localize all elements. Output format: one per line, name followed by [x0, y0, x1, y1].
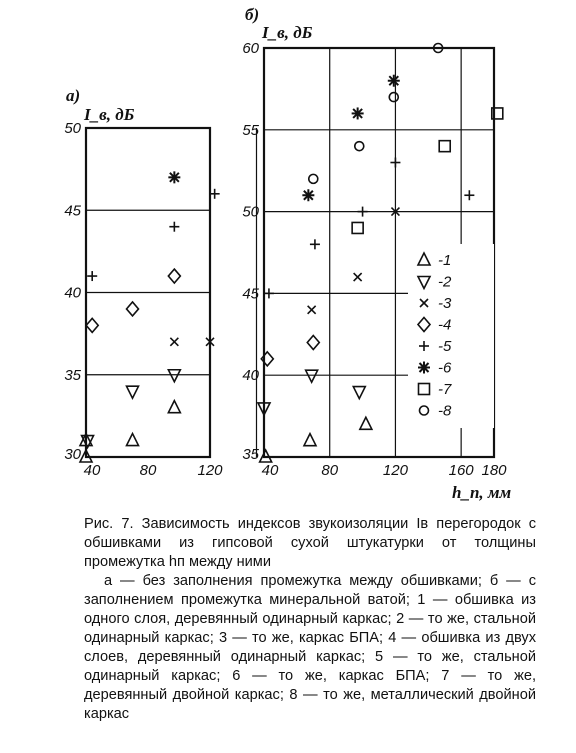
y-tick: 50	[64, 120, 81, 137]
caption-title: Рис. 7. Зависимость индексов звукоизоляции Iв перегородок с обшивками из гипсовой сухой штукатурки от толщины промежутка hп между ними	[84, 516, 536, 570]
marker-series-8	[355, 142, 364, 151]
panel-b-label: б)	[245, 5, 260, 24]
marker-series-4	[86, 318, 98, 332]
panel-b	[242, 5, 511, 502]
x-tick: 120	[382, 462, 408, 479]
marker-series-2	[127, 386, 139, 398]
marker-series-6	[388, 75, 400, 87]
x-tick: 120	[197, 462, 223, 479]
legend-background	[408, 244, 494, 428]
y-tick: 35	[64, 366, 81, 384]
panel-a-label: а)	[66, 86, 81, 105]
marker-series-4	[127, 302, 139, 316]
marker-series-4	[307, 335, 319, 349]
panel-b-ylabel: I_в, дБ	[262, 23, 313, 42]
legend-label: -2	[438, 273, 452, 291]
y-tick: 55	[242, 121, 259, 139]
marker-series-7	[439, 141, 450, 152]
caption-legend-text: а — без заполнения промежутка между обшивками; б — с заполнением промежутка минеральной ватой; 1 — обшивка из одного слоя, деревянный одинарный каркас; 2 — то же, стальной одинарный каркас; 3 — то же, каркас БПА; 4 — обшивка из двух слоев, деревянный одинарный каркас; 5 — то же, стальной одинарный каркас; 6 — то же, каркас БПА; 7 — то же, деревянный двойной каркас; 8 — то же, металлический двойной каркас	[84, 573, 536, 722]
x-tick: 80	[139, 462, 157, 479]
marker-series-6	[352, 107, 364, 119]
marker-series-5	[169, 222, 179, 232]
panel-b-x-ticks	[262, 462, 508, 479]
legend-label: -3	[438, 295, 452, 312]
legend	[408, 244, 494, 428]
panel-a-markers	[80, 171, 220, 462]
marker-series-5	[87, 271, 97, 281]
marker-series-5	[310, 239, 320, 249]
marker-series-3	[170, 338, 178, 346]
y-tick: 45	[64, 202, 81, 220]
y-tick: 60	[242, 40, 259, 57]
panel-a-ylabel: I_в, дБ	[84, 105, 135, 124]
panel-a	[64, 86, 256, 479]
legend-label: -5	[438, 338, 452, 355]
marker-series-4	[168, 269, 180, 283]
y-tick: 40	[64, 284, 81, 302]
y-tick: 45	[242, 285, 259, 303]
x-tick: 160	[448, 462, 474, 479]
marker-series-5	[264, 288, 274, 298]
panel-a-x-ticks	[84, 462, 224, 479]
marker-series-1	[168, 401, 180, 413]
x-tick: 180	[481, 462, 507, 479]
marker-series-3	[308, 306, 316, 314]
marker-series-5	[464, 190, 474, 200]
marker-series-2	[168, 370, 180, 382]
y-tick: 50	[242, 203, 259, 221]
y-tick: 40	[242, 367, 259, 385]
panel-a-y-ticks	[64, 120, 81, 463]
marker-series-3	[354, 273, 362, 281]
marker-series-2	[353, 387, 365, 399]
legend-marker-6	[418, 362, 430, 374]
legend-label: -8	[438, 402, 452, 420]
marker-series-6	[302, 189, 314, 201]
x-tick: 40	[83, 462, 101, 479]
marker-series-6	[168, 171, 180, 183]
marker-series-8	[309, 174, 318, 183]
marker-series-2	[306, 370, 318, 382]
marker-series-5	[358, 207, 368, 217]
marker-series-8	[389, 93, 398, 102]
marker-series-5	[210, 189, 220, 199]
legend-label: -4	[438, 316, 452, 334]
legend-label: -7	[438, 381, 452, 398]
y-tick: 35	[242, 446, 259, 463]
panel-b-xlabel: h_п, мм	[452, 483, 512, 502]
legend-label: -6	[438, 359, 452, 377]
marker-series-1	[360, 417, 372, 429]
y-tick: 30	[64, 446, 81, 463]
x-tick: 80	[321, 462, 339, 479]
marker-series-5	[390, 158, 400, 168]
marker-series-1	[127, 434, 139, 446]
figure-caption	[84, 515, 536, 724]
marker-series-7	[352, 222, 363, 233]
marker-series-1	[304, 434, 316, 446]
x-tick: 40	[261, 462, 279, 479]
legend-label: -1	[438, 252, 452, 269]
